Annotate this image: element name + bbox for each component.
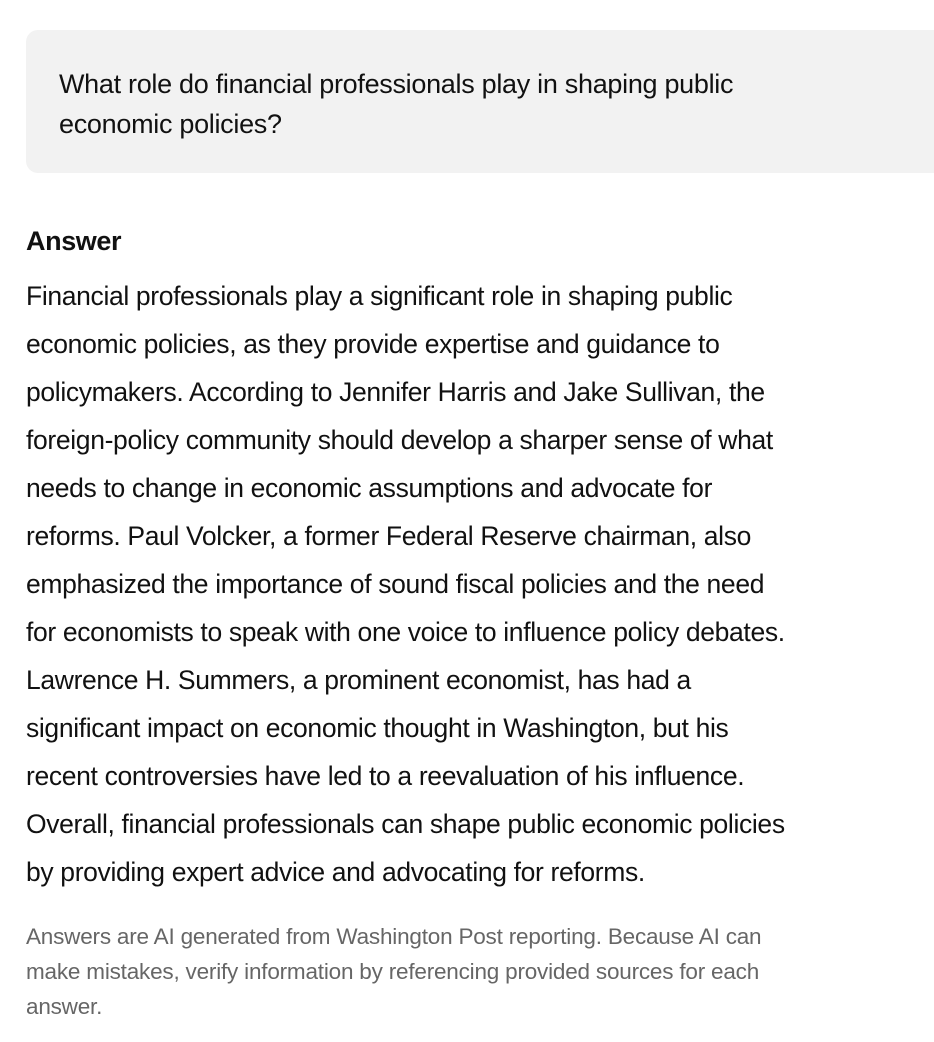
answer-line: policymakers. According to Jennifer Harris and Jake Sullivan, the xyxy=(26,377,765,407)
answer-line: Overall, financial professionals can shape public economic policies xyxy=(26,809,785,839)
answer-heading: Answer xyxy=(26,226,122,256)
question-text-line: What role do financial professionals play in shaping public xyxy=(59,69,734,99)
disclaimer-line: Answers are AI generated from Washington Post reporting. Because AI can xyxy=(26,924,762,949)
question-text-line: economic policies? xyxy=(59,109,282,139)
answer-line: for economists to speak with one voice to influence policy debates. xyxy=(26,617,785,647)
answer-line: emphasized the importance of sound fiscal policies and the need xyxy=(26,569,765,599)
answer-line: significant impact on economic thought in Washington, but his xyxy=(26,713,729,743)
disclaimer-line: answer. xyxy=(26,994,103,1019)
answer-line: reforms. Paul Volcker, a former Federal Reserve chairman, also xyxy=(26,521,752,551)
answer-line: foreign-policy community should develop a sharper sense of what xyxy=(26,425,773,455)
answer-line: Financial professionals play a significant role in shaping public xyxy=(26,281,733,311)
answer-line: needs to change in economic assumptions and advocate for xyxy=(26,473,713,503)
answer-body xyxy=(26,272,785,896)
answer-line: by providing expert advice and advocating for reforms. xyxy=(26,857,645,887)
answer-line: recent controversies have led to a reevaluation of his influence. xyxy=(26,761,745,791)
ai-disclaimer xyxy=(26,919,761,1024)
answer-line: economic policies, as they provide expertise and guidance to xyxy=(26,329,720,359)
disclaimer-line: make mistakes, verify information by referencing provided sources for each xyxy=(26,959,760,984)
answer-line: Lawrence H. Summers, a prominent economist, has had a xyxy=(26,665,691,695)
question-bubble xyxy=(26,30,934,173)
